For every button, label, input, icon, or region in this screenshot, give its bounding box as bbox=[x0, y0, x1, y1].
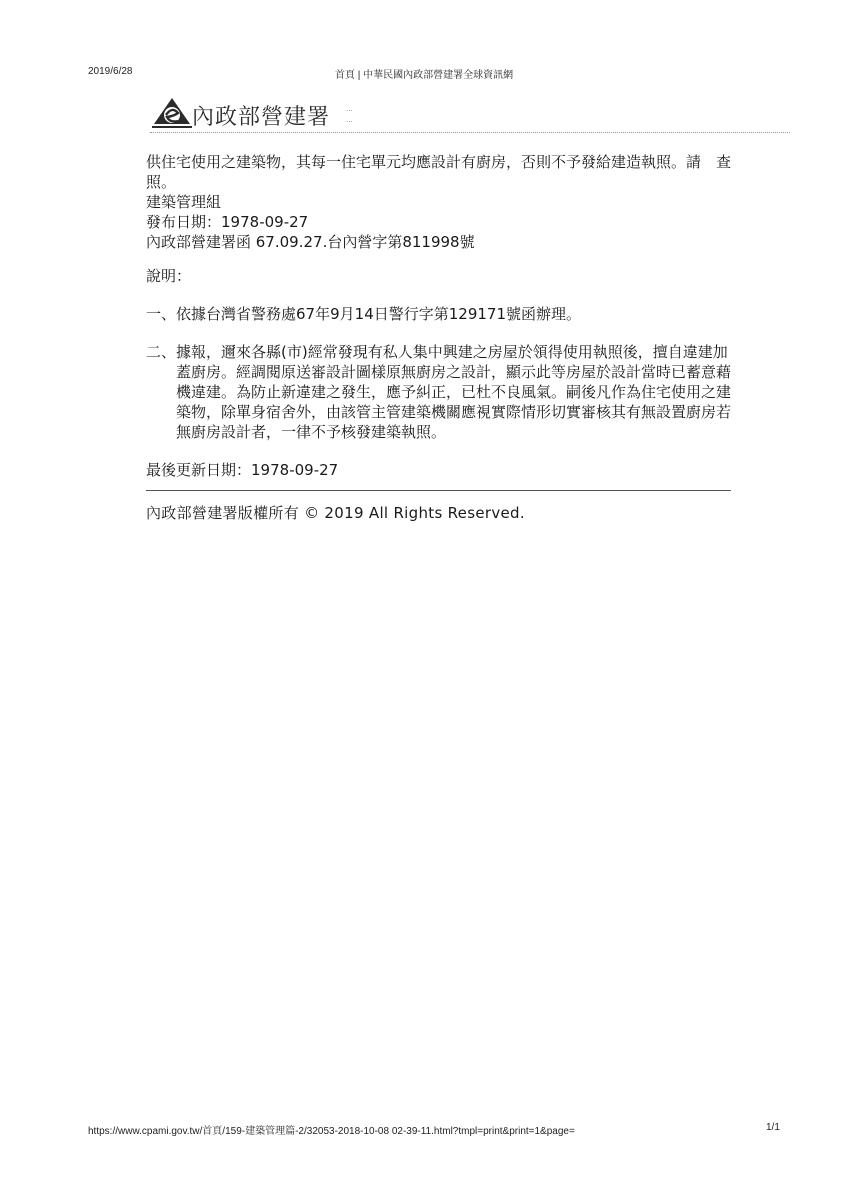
logo-subtitle-line: ... bbox=[346, 105, 353, 113]
department-name: 建築管理組 bbox=[146, 193, 222, 211]
site-logo-banner bbox=[150, 96, 790, 140]
logo-subtitle bbox=[346, 104, 536, 128]
print-header bbox=[0, 66, 848, 80]
agency-name: 內政部營建署 bbox=[192, 105, 331, 130]
explanation-item bbox=[146, 304, 736, 324]
item-number: 二、 bbox=[146, 343, 177, 361]
item-number: 一、 bbox=[146, 305, 177, 323]
document-reference: 內政部營建署函 67.09.27.台內營字第811998號 bbox=[146, 233, 475, 251]
print-page-number: 1/1 bbox=[766, 1122, 780, 1133]
print-url: https://www.cpami.gov.tw/首頁/159-建築管理篇-2/32053-2018-10-08 02-39-11.html?tmpl=print&print=1&page= bbox=[88, 1126, 575, 1137]
print-footer bbox=[0, 1122, 848, 1136]
copyright-notice: 內政部營建署版權所有 © 2019 All Rights Reserved. bbox=[146, 504, 525, 522]
document-intro: 供住宅使用之建築物，其每一住宅單元均應設計有廚房，否則不予發給建造執照。請 查照。 bbox=[146, 153, 732, 191]
last-updated-label: 最後更新日期： bbox=[146, 461, 252, 479]
publish-date-row bbox=[146, 212, 736, 232]
footer-divider bbox=[146, 490, 731, 491]
agency-emblem-icon bbox=[152, 96, 192, 130]
explanation-item bbox=[146, 342, 736, 442]
publish-date-value: 1978-09-27 bbox=[221, 213, 309, 231]
logo-divider bbox=[150, 132, 790, 133]
logo-subtitle-line: ... bbox=[346, 116, 353, 124]
document-body bbox=[146, 152, 736, 523]
last-updated-row bbox=[146, 460, 736, 480]
item-text: 依據台灣省警務處67年9月14日警行字第129171號函辦理。 bbox=[176, 305, 581, 323]
publish-date-label: 發布日期： bbox=[146, 213, 222, 231]
print-date: 2019/6/28 bbox=[88, 66, 133, 77]
explanation-heading: 說明： bbox=[146, 267, 192, 285]
last-updated-value: 1978-09-27 bbox=[251, 461, 339, 479]
item-text: 據報，邇來各縣(市)經常發現有私人集中興建之房屋於領得使用執照後，擅自違建加蓋廚房。經調閱原送審設計圖樣原無廚房之設計，顯示此等房屋於設計當時已蓄意藉機違建。為防止新違建之發生，應予糾正，已杜不良風氣。嗣後凡作為住宅使用之建築物，除單身宿舍外，由該管主管建築機關應視實際情形切實審核其有無設置廚房若無廚房設計者，一律不予核發建築執照。 bbox=[176, 343, 732, 441]
print-page-title: 首頁 | 中華民國內政部營建署全球資訊網 bbox=[334, 70, 514, 81]
